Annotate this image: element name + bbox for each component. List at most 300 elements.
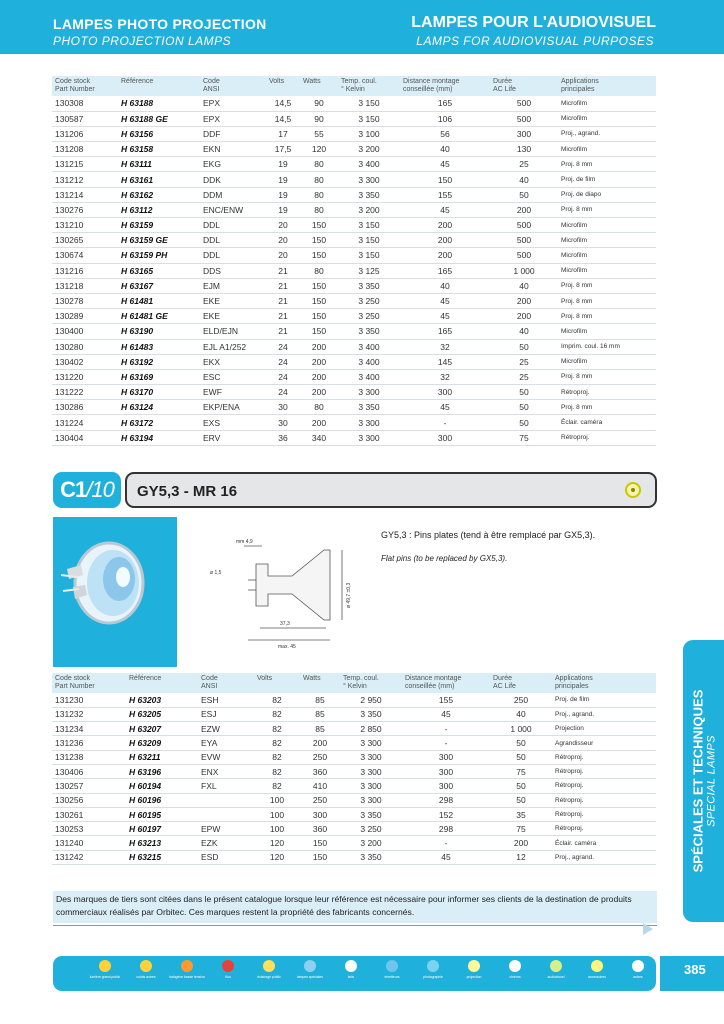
table-row [52,339,656,354]
cell-ansi: DDL [200,248,266,263]
table-row [52,293,656,308]
category-item[interactable] [493,960,537,988]
cell-code: 131232 [52,707,126,721]
cell-volts: 30 [266,415,300,430]
cell-ref: H 63194 [118,430,200,445]
category-icon [304,960,316,972]
col-dist: Distance montage conseillée (mm) [402,673,490,693]
cell-dist: 150 [400,172,490,187]
cell-app: Proj., agrand. [558,126,656,141]
cell-volts: 82 [254,736,300,750]
cell-watts: 80 [300,202,338,217]
cell-ansi: ESD [198,850,254,864]
cell-app: Microfilm [558,263,656,278]
cell-code: 130308 [52,96,118,111]
cell-watts: 150 [300,233,338,248]
cell-app: Microfilm [558,218,656,233]
cell-app: Éclair. caméra [558,415,656,430]
cell-dist: 300 [402,764,490,778]
cell-watts: 80 [300,157,338,172]
cell-life: 75 [490,822,552,836]
col-life: Durée AC Life [490,76,558,96]
category-item[interactable] [83,960,127,988]
category-icon [591,960,603,972]
cell-dist: - [402,736,490,750]
category-item[interactable] [247,960,291,988]
cell-volts: 19 [266,157,300,172]
cell-dist: 165 [400,96,490,111]
cell-temp: 3 300 [340,736,402,750]
cell-dist: 45 [400,309,490,324]
cell-app: Proj. 8 mm [558,400,656,415]
cell-dist: 32 [400,339,490,354]
cell-ansi: ESC [200,369,266,384]
table-row [52,248,656,263]
cell-ref: H 63159 PH [118,248,200,263]
cell-ref: H 63161 [118,172,200,187]
header-left-en: PHOTO PROJECTION LAMPS [53,34,232,48]
cell-temp: 2 850 [340,722,402,736]
cell-dist: 45 [400,157,490,172]
cell-app: Rétroproj. [552,764,656,778]
table-row [52,126,656,141]
cell-app: Agrandisseur [552,736,656,750]
cell-dist: 56 [400,126,490,141]
cell-dist: 45 [400,400,490,415]
cell-life: 35 [490,807,552,821]
cell-volts: 21 [266,278,300,293]
cell-dist: 155 [402,693,490,707]
cell-dist: - [402,836,490,850]
table-row [52,142,656,157]
cell-volts: 21 [266,293,300,308]
category-item[interactable] [370,960,414,988]
col-volts: Volts [266,76,300,96]
category-icon [386,960,398,972]
side-tab-en: SPECIAL LAMPS [705,735,717,827]
cell-ansi: FXL [198,779,254,793]
description-en: Flat pins (to be replaced by GX5,3). [381,554,508,563]
table-row [52,722,656,736]
category-label: autres [633,975,643,979]
category-label: leds [347,975,355,979]
category-label: photographie [423,975,443,979]
cell-app: Microfilm [558,96,656,111]
cell-app: Proj. 8 mm [558,293,656,308]
section-title: GY5,3 - MR 16 [137,483,238,500]
cell-code: 130404 [52,430,118,445]
cell-dist: 155 [400,187,490,202]
cell-code: 131215 [52,157,118,172]
cell-ansi: ENX [198,764,254,778]
cell-life: 1 000 [490,263,558,278]
cell-watts: 360 [300,822,340,836]
cell-code: 131208 [52,142,118,157]
cell-volts: 100 [254,807,300,821]
cell-volts: 19 [266,187,300,202]
cell-ref: H 61483 [118,339,200,354]
cell-app: Proj. 8 mm [558,157,656,172]
table-row [52,793,656,807]
cell-ansi: EZK [198,836,254,850]
col-dist: Distance montage conseillée (mm) [400,76,490,96]
cell-watts: 90 [300,96,338,111]
category-item[interactable] [165,960,209,988]
table-row [52,172,656,187]
cell-temp: 3 350 [338,187,400,202]
cell-dist: 300 [402,750,490,764]
cell-watts: 85 [300,722,340,736]
product-description [381,530,656,563]
cell-ref: H 63112 [118,202,200,217]
cell-volts: 82 [254,693,300,707]
cell-life: 50 [490,339,558,354]
cell-temp: 3 150 [338,96,400,111]
lamp-table-2 [52,673,656,865]
cell-dist: - [400,415,490,430]
table-row [52,807,656,821]
cell-volts: 24 [266,385,300,400]
cell-life: 25 [490,369,558,384]
cell-temp: 2 950 [340,693,402,707]
category-label: éclairage public [257,975,281,979]
category-label: audiovisuel [547,975,565,979]
dim-label-max: max. 45 [278,644,296,650]
cell-ref: H 63213 [126,836,198,850]
cell-watts: 200 [300,385,338,400]
cell-ref: H 63188 [118,96,200,111]
cell-dist: 145 [400,354,490,369]
cell-life: 500 [490,218,558,233]
cell-life: 40 [490,324,558,339]
category-item[interactable] [206,960,250,988]
cell-temp: 3 300 [340,793,402,807]
table-row [52,278,656,293]
cell-ref: H 63190 [118,324,200,339]
cell-code: 131218 [52,278,118,293]
cell-life: 500 [490,233,558,248]
cell-code: 131222 [52,385,118,400]
category-item[interactable] [575,960,619,988]
cell-temp: 3 350 [340,707,402,721]
category-item[interactable] [452,960,496,988]
cell-app: Rétroproj. [558,430,656,445]
cell-volts: 24 [266,354,300,369]
category-nav-bar [53,956,656,991]
dim-label-diameter: ø 49,7 ±0,3 [346,582,352,608]
cell-watts: 150 [300,218,338,233]
category-label: émetteurs [384,975,400,979]
cell-code: 130587 [52,111,118,126]
cell-app: Microfilm [558,324,656,339]
cell-temp: 3 150 [338,233,400,248]
table-row [52,836,656,850]
table-row [52,96,656,111]
cell-code: 130289 [52,309,118,324]
category-item[interactable] [411,960,455,988]
cell-volts: 19 [266,202,300,217]
cell-watts: 85 [300,707,340,721]
cell-life: 250 [490,693,552,707]
cell-code: 131206 [52,126,118,141]
cell-code: 131216 [52,263,118,278]
lamp-photo [53,517,177,667]
cell-watts: 150 [300,293,338,308]
cell-code: 130286 [52,400,118,415]
cell-watts: 150 [300,850,340,864]
category-label: projection [466,975,482,979]
col-ref: Référence [118,76,200,96]
cell-code: 130253 [52,822,126,836]
cell-dist: 32 [400,369,490,384]
cell-app: Rétroproj. [558,385,656,400]
cell-watts: 150 [300,836,340,850]
col-watts: Watts [300,673,340,693]
cell-code: 130276 [52,202,118,217]
table-row [52,187,656,202]
cell-code: 131230 [52,693,126,707]
cell-ansi: EKE [200,293,266,308]
side-tab-fr: SPÉCIALES ET TECHNIQUES [690,689,705,873]
cell-code: 131234 [52,722,126,736]
side-category-tab[interactable] [683,640,724,922]
cell-ansi: ELD/EJN [200,324,266,339]
cell-code: 131240 [52,836,126,850]
table-row [52,764,656,778]
cell-ref: H 63169 [118,369,200,384]
cell-life: 25 [490,157,558,172]
cell-watts: 340 [300,430,338,445]
cell-volts: 82 [254,707,300,721]
cell-ref: H 60197 [126,822,198,836]
cell-code: 130402 [52,354,118,369]
cell-ansi: EJM [200,278,266,293]
cell-code: 130406 [52,764,126,778]
cell-temp: 3 150 [338,218,400,233]
cell-dist: 45 [402,707,490,721]
cell-ref: H 60195 [126,807,198,821]
cell-life: 200 [490,202,558,217]
cell-ansi: ERV [200,430,266,445]
cell-ansi: EWF [200,385,266,400]
cell-ansi: EKX [200,354,266,369]
cell-app: Proj., agrand. [552,850,656,864]
cell-life: 50 [490,779,552,793]
cell-app: Microfilm [558,248,656,263]
table-row [52,693,656,707]
section-title-pill [125,472,657,508]
cell-dist: 40 [400,278,490,293]
cell-dist: 45 [400,202,490,217]
cell-temp: 3 400 [338,369,400,384]
cell-ansi: ESJ [198,707,254,721]
cell-ansi: DDF [200,126,266,141]
cell-life: 500 [490,248,558,263]
category-icon [140,960,152,972]
cell-app: Imprim. coul. 16 mm [558,339,656,354]
table-row [52,324,656,339]
cell-app: Projection [552,722,656,736]
category-item[interactable] [124,960,168,988]
cell-watts: 360 [300,764,340,778]
cell-ref: H 60196 [126,793,198,807]
category-icon [427,960,439,972]
dim-label-pin-dia: ø 1,5 [210,570,222,576]
cell-app: Éclair. caméra [552,836,656,850]
table-header-row [52,673,656,693]
cell-life: 200 [490,293,558,308]
col-volts: Volts [254,673,300,693]
cell-volts: 82 [254,750,300,764]
cell-app: Rétroproj. [552,793,656,807]
table-row [52,707,656,721]
cell-ref: H 63215 [126,850,198,864]
cell-volts: 120 [254,836,300,850]
cell-life: 50 [490,793,552,807]
cell-code: 131224 [52,415,118,430]
table-row [52,202,656,217]
category-item[interactable] [534,960,578,988]
col-temp: Temp. coul. ° Kelvin [338,76,400,96]
cell-volts: 21 [266,309,300,324]
col-ref: Référence [126,673,198,693]
cell-ref: H 63158 [118,142,200,157]
table-row [52,354,656,369]
category-icon [468,960,480,972]
cell-life: 1 000 [490,722,552,736]
cell-volts: 21 [266,263,300,278]
category-label: cinéma [509,975,521,979]
table-row [52,218,656,233]
cell-life: 200 [490,836,552,850]
cell-volts: 17,5 [266,142,300,157]
cell-temp: 3 350 [338,324,400,339]
cell-ansi: ESH [198,693,254,707]
cell-watts: 200 [300,415,338,430]
cell-app: Proj., agrand. [552,707,656,721]
cell-volts: 36 [266,430,300,445]
cell-ref: H 63205 [126,707,198,721]
cell-dist: 165 [400,263,490,278]
col-temp: Temp. coul. ° Kelvin [340,673,402,693]
cell-ansi: EVW [198,750,254,764]
target-icon [625,482,641,498]
cell-volts: 82 [254,722,300,736]
cell-code: 131242 [52,850,126,864]
table-row [52,263,656,278]
cell-watts: 80 [300,263,338,278]
category-item[interactable] [616,960,660,988]
cell-ansi: EKG [200,157,266,172]
cell-life: 300 [490,126,558,141]
cell-code: 130261 [52,807,126,821]
cell-temp: 3 300 [340,750,402,764]
cell-ansi: EPW [198,822,254,836]
category-item[interactable] [329,960,373,988]
cell-watts: 200 [300,339,338,354]
cell-life: 12 [490,850,552,864]
table-row [52,400,656,415]
cell-temp: 3 200 [338,142,400,157]
cell-ref: H 63165 [118,263,200,278]
cell-temp: 3 250 [338,309,400,324]
cell-dist: 300 [400,385,490,400]
cell-ansi: EKN [200,142,266,157]
cell-dist: 106 [400,111,490,126]
cell-volts: 30 [266,400,300,415]
table-row [52,233,656,248]
cell-ref: H 63156 [118,126,200,141]
cell-life: 50 [490,736,552,750]
cell-app: Microfilm [558,354,656,369]
cell-life: 50 [490,187,558,202]
cell-app: Microfilm [558,142,656,157]
cell-code: 130400 [52,324,118,339]
cell-ansi [198,807,254,821]
cell-watts: 150 [300,248,338,263]
cell-volts: 24 [266,369,300,384]
cell-dist: 200 [400,248,490,263]
cell-ref: H 63209 [126,736,198,750]
table-header-row [52,76,656,96]
category-item[interactable] [288,960,332,988]
cell-app: Proj. de film [558,172,656,187]
cell-app: Rétroproj. [552,822,656,836]
cell-app: Rétroproj. [552,807,656,821]
header-right-fr: LAMPES POUR L'AUDIOVISUEL [411,14,656,31]
cell-life: 50 [490,415,558,430]
cell-life: 500 [490,96,558,111]
table-row [52,157,656,172]
cell-volts: 20 [266,233,300,248]
cell-volts: 17 [266,126,300,141]
cell-code: 130257 [52,779,126,793]
table-row [52,111,656,126]
table-row [52,309,656,324]
cell-volts: 21 [266,324,300,339]
category-icon [99,960,111,972]
cell-dist: 200 [400,218,490,233]
divider [53,925,657,926]
table-row [52,850,656,864]
col-code: Code stock Part Number [52,76,118,96]
cell-life: 50 [490,750,552,764]
cell-ref: H 60194 [126,779,198,793]
cell-volts: 100 [254,822,300,836]
cell-life: 40 [490,707,552,721]
cell-code: 130256 [52,793,126,807]
cell-dist: 45 [400,293,490,308]
cell-watts: 250 [300,793,340,807]
cell-ansi: ENC/ENW [200,202,266,217]
cell-watts: 250 [300,750,340,764]
cell-watts: 300 [300,807,340,821]
cell-dist: 298 [402,793,490,807]
cell-temp: 3 300 [338,385,400,400]
cell-temp: 3 350 [338,278,400,293]
description-fr: GY5,3 : Pins plates (tend à être remplacé par GX5,3). [381,530,596,540]
table-row [52,779,656,793]
cell-ref: H 63111 [118,157,200,172]
category-label: culots autres [136,975,156,979]
cell-ansi [198,793,254,807]
cell-code: 131214 [52,187,118,202]
category-label: halogène basse tension [169,975,205,979]
cell-ansi: DDL [200,233,266,248]
cell-ref: H 63211 [126,750,198,764]
cell-temp: 3 300 [340,764,402,778]
cell-watts: 150 [300,278,338,293]
